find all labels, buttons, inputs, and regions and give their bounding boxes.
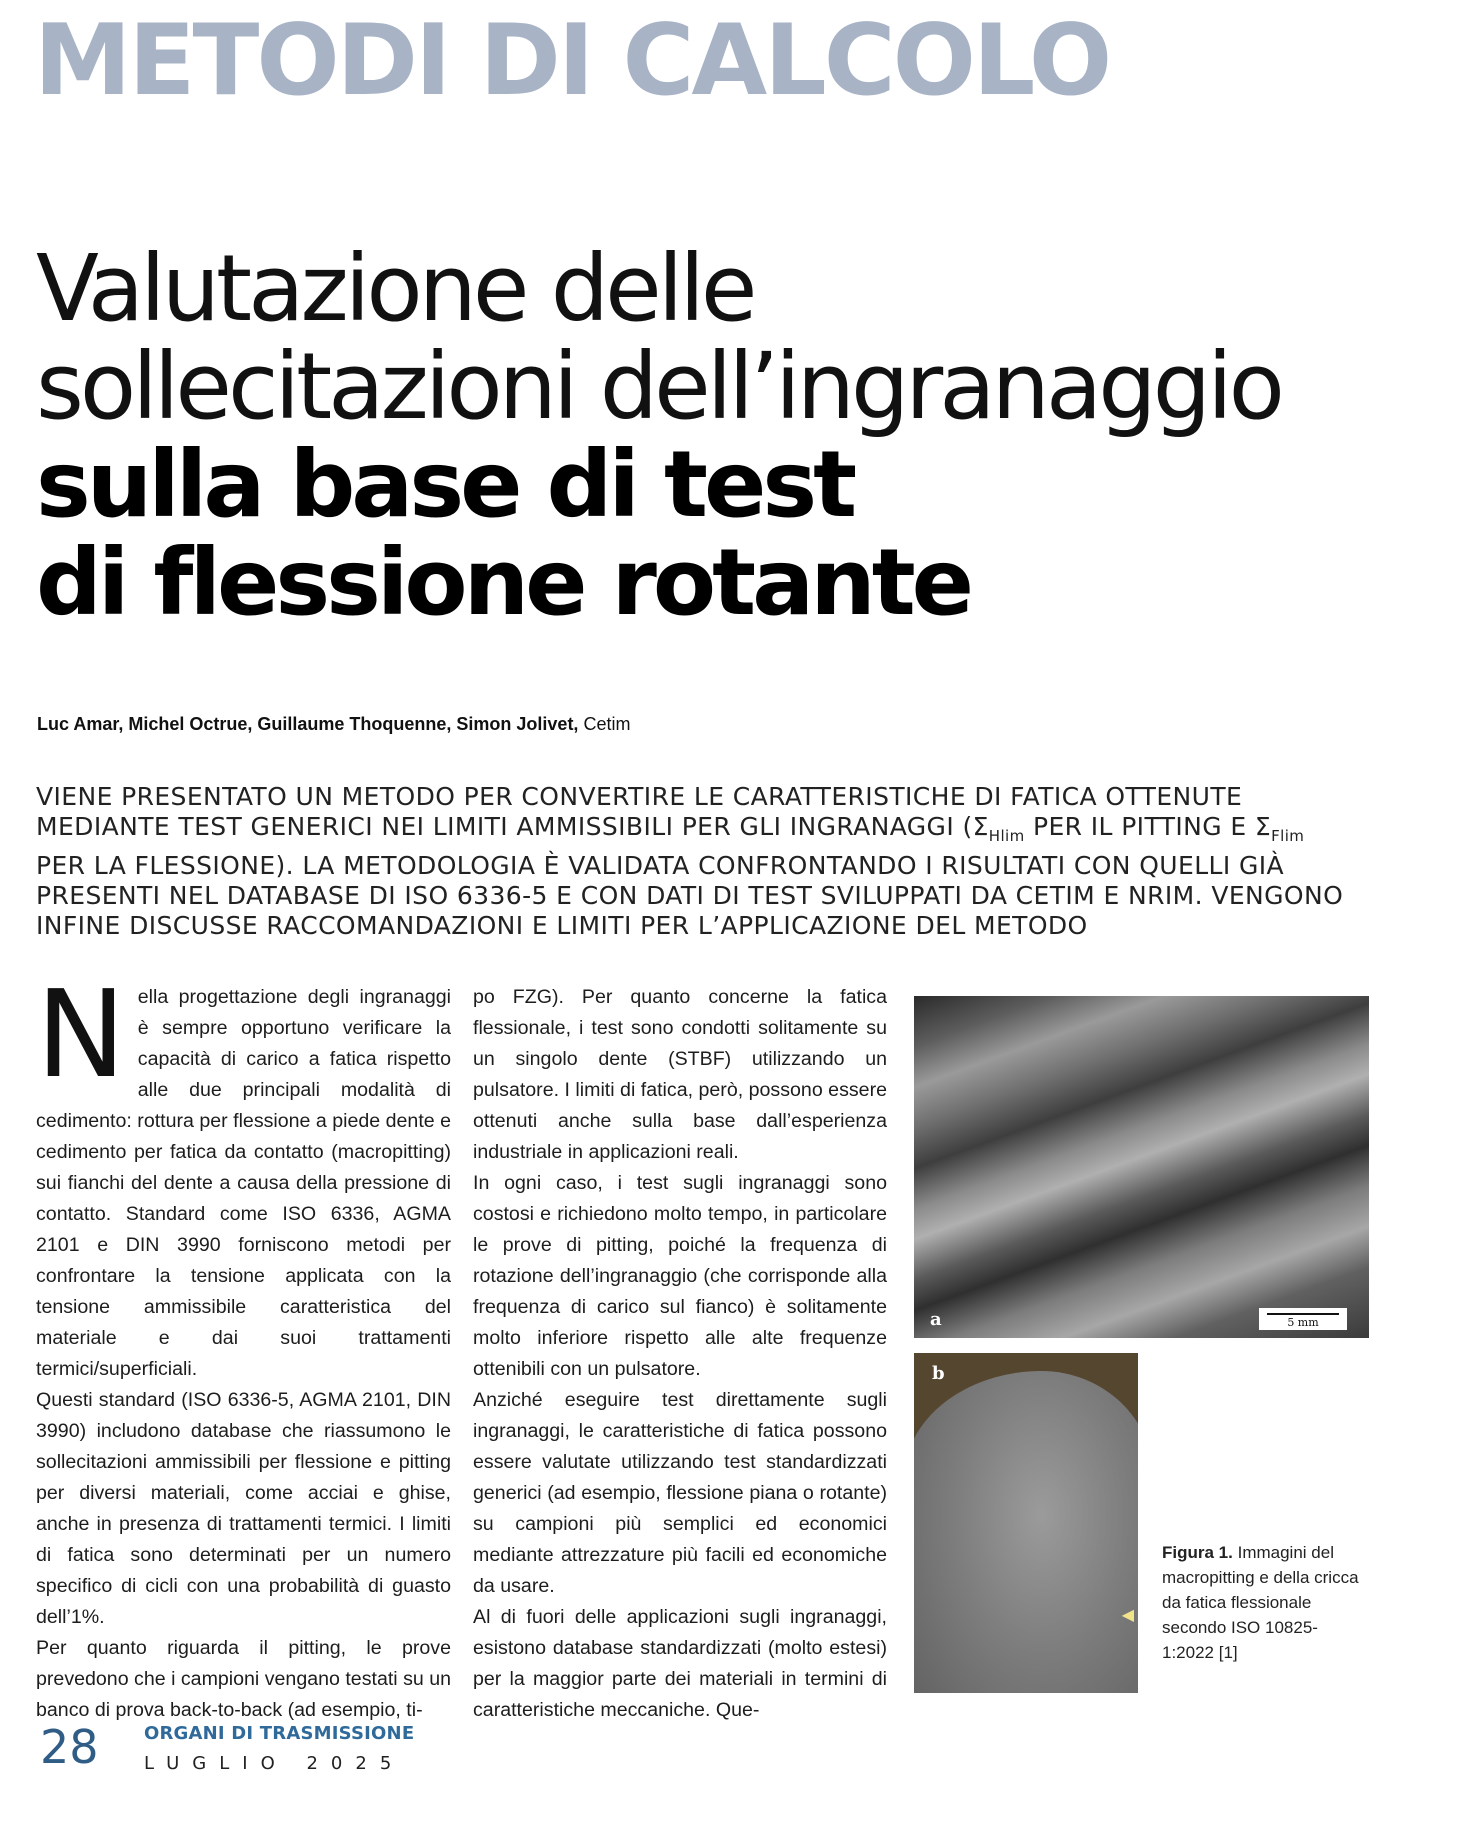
author-names: Luc Amar, Michel Octrue, Guillaume Thoquenne, Simon Jolivet, [37, 714, 579, 734]
byline [37, 714, 630, 735]
lead-subscript: Flim [1271, 827, 1305, 845]
body-paragraph: Anziché eseguire test direttamente sugli ingranaggi, le caratteristiche di fatica possono essere valutate utilizzando test standardizzati generici (ad esempio, flessione piana o rotante) su campioni più semplici ed economici mediante attrezzature più facili ed economiche da usare. [473, 1389, 887, 1597]
drop-cap: N [36, 966, 126, 1105]
author-affiliation: Cetim [583, 714, 631, 734]
lead-paragraph [36, 782, 1356, 941]
figure-caption [1162, 1540, 1362, 1665]
title-line-bold: di flessione rotante [36, 529, 971, 636]
figure-1a-macropitting-photo [914, 996, 1369, 1338]
body-paragraph: In ogni caso, i test sugli ingranaggi sono costosi e richiedono molto tempo, in particolare le prove di pitting, poiché la frequenza di rotazione dell’ingranaggio (che corrisponde alla frequenza di carico sul fianco) è solitamente molto inferiore rispetto alle alte frequenze ottenibili con un pulsatore. [473, 1172, 887, 1380]
title-line: sollecitazioni dell’ingranaggio [36, 333, 1281, 440]
article-title [36, 235, 1281, 636]
scale-bar: 5 mm [1259, 1308, 1347, 1330]
lead-text: VIENE PRESENTATO UN METODO PER CONVERTIRE LE CARATTERISTICHE DI FATICA OTTENUTE MEDIANTE TEST GENERICI NEI LIMITI AMMISSIBILI PER GLI INGRANAGGI (Σ [36, 782, 1243, 841]
arrow-left-icon: ◀ [1121, 1607, 1134, 1624]
body-column-2 [473, 982, 887, 1726]
lead-text: PER IL PITTING E Σ [1024, 812, 1272, 841]
page-number: 28 [40, 1720, 99, 1774]
section-heading: METODI DI CALCOLO [34, 4, 1110, 118]
figure-1b-crack-photo [914, 1353, 1138, 1693]
issue-date: LUGLIO 2025 [144, 1753, 405, 1774]
panel-label: a [930, 1309, 942, 1330]
lead-subscript: Hlim [988, 827, 1025, 845]
title-line: Valutazione delle [36, 235, 754, 342]
body-paragraph: Per quanto riguarda il pitting, le prove prevedono che i campioni vengano testati su un banco di prova back-to-back (ad esempio, ti- [36, 1637, 452, 1721]
body-paragraph: po FZG). Per quanto concerne la fatica flessionale, i test sono condotti solitamente su un singolo dente (STBF) utilizzando un pulsatore. I limiti di fatica, però, possono essere ottenuti anche sulla base dall’esperienza industriale in applicazioni reali. [473, 986, 887, 1163]
caption-label: Figura 1. [1162, 1543, 1233, 1562]
body-column-1 [36, 966, 452, 1726]
magazine-name: ORGANI DI TRASMISSIONE [144, 1723, 415, 1744]
panel-label: b [932, 1363, 945, 1384]
body-paragraph [36, 966, 451, 1385]
title-line-bold: sulla base di test [36, 431, 854, 538]
gear-tooth [914, 1371, 1138, 1693]
body-paragraph: Questi standard (ISO 6336-5, AGMA 2101, DIN 3990) includono database che riassumono le sollecitazioni ammissibili per flessione e pitting per diversi materiali, come acciai e ghise, anche in presenza di trattamenti termici. I limiti di fatica sono determinati per un numero specifico di cicli con una probabilità di guasto dell’1%. [36, 1389, 451, 1628]
body-paragraph: Al di fuori delle applicazioni sugli ingranaggi, esistono database standardizzati (molto estesi) per la maggior parte dei materiali in termini di caratteristiche meccaniche. Que- [473, 1606, 887, 1721]
lead-text: PER LA FLESSIONE). LA METODOLOGIA È VALIDATA CONFRONTANDO I RISULTATI CON QUELLI GIÀ PRESENTI NEL DATABASE DI ISO 6336-5 E CON DATI DI TEST SVILUPPATI DA CETIM E NRIM. VENGONO INFINE DISCUSSE RACCOMANDAZIONI E LIMITI PER L’APPLICAZIONE DEL METODO [36, 851, 1344, 940]
caption-text: Immagini del macropitting e della cricca da fatica flessionale secondo ISO 10825-1:2022 [1] [1162, 1543, 1359, 1662]
paragraph-text: ella progettazione degli ingranaggi è sempre opportuno verificare la capacità di carico a fatica rispetto alle due principali modalità di cedimento: rottura per flessione a piede dente e cedimento per fatica da contatto (macropitting) sui fianchi del dente a causa della pressione di contatto. Standard come ISO 6336, AGMA 2101 e DIN 3990 forniscono metodi per confrontare la tensione applicata con la tensione ammissibile caratteristica del materiale e dai suoi trattamenti termici/superficiali. [36, 986, 451, 1380]
